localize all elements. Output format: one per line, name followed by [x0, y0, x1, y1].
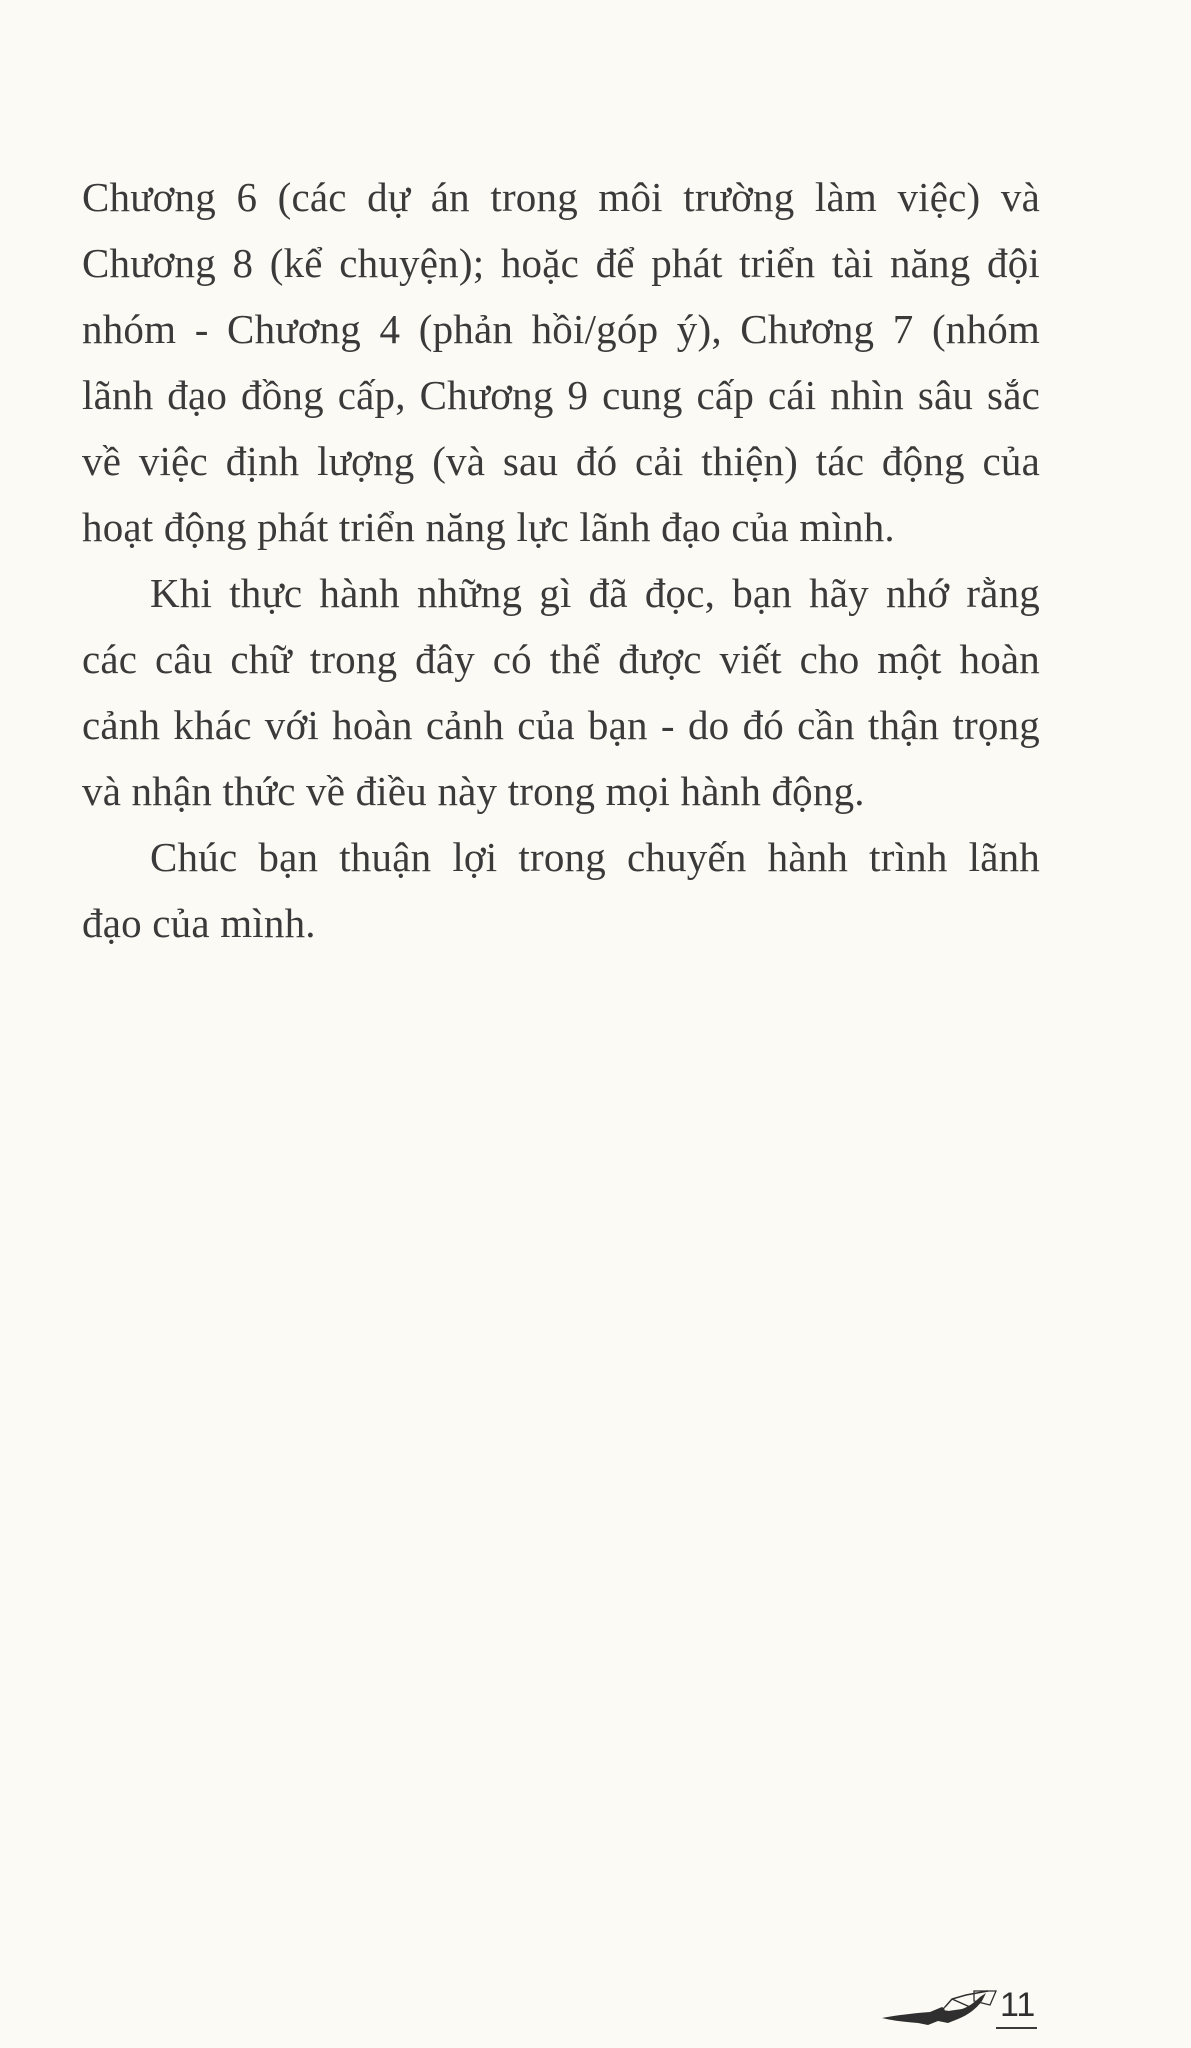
paragraph-1-line-3: nhóm - Chương 4 (phản hồi/góp ý), Chương 7 (nhóm	[82, 306, 1040, 352]
paragraph-1-line-6: hoạt động phát triển năng lực lãnh đạo của mình.	[82, 504, 895, 550]
paragraph-2-line-1: Khi thực hành những gì đã đọc, bạn hãy nhớ rằng	[150, 570, 1040, 616]
page-footer	[878, 1985, 1038, 2035]
paragraph-2-line-3: cảnh khác với hoàn cảnh của bạn - do đó cần thận trọng	[82, 702, 1040, 748]
page-number: 11	[996, 1985, 1037, 2029]
paragraph-1-line-2: Chương 8 (kể chuyện); hoặc để phát triển tài năng đội	[82, 240, 1040, 286]
paragraph-2-line-2: các câu chữ trong đây có thể được viết cho một hoàn	[82, 636, 1040, 682]
bird-ornament-icon	[878, 1985, 998, 2035]
paragraph-1-line-5: về việc định lượng (và sau đó cải thiện) tác động của	[82, 438, 1040, 484]
paragraph-2-line-4: và nhận thức về điều này trong mọi hành động.	[82, 768, 865, 814]
paragraph-1-line-1: Chương 6 (các dự án trong môi trường làm việc) và	[82, 174, 1040, 220]
paragraph-1-line-4: lãnh đạo đồng cấp, Chương 9 cung cấp cái nhìn sâu sắc	[82, 372, 1040, 418]
paragraph-3-line-2: đạo của mình.	[82, 900, 316, 946]
paragraph-3-line-1: Chúc bạn thuận lợi trong chuyến hành trình lãnh	[150, 834, 1040, 880]
body-text	[82, 164, 1040, 956]
